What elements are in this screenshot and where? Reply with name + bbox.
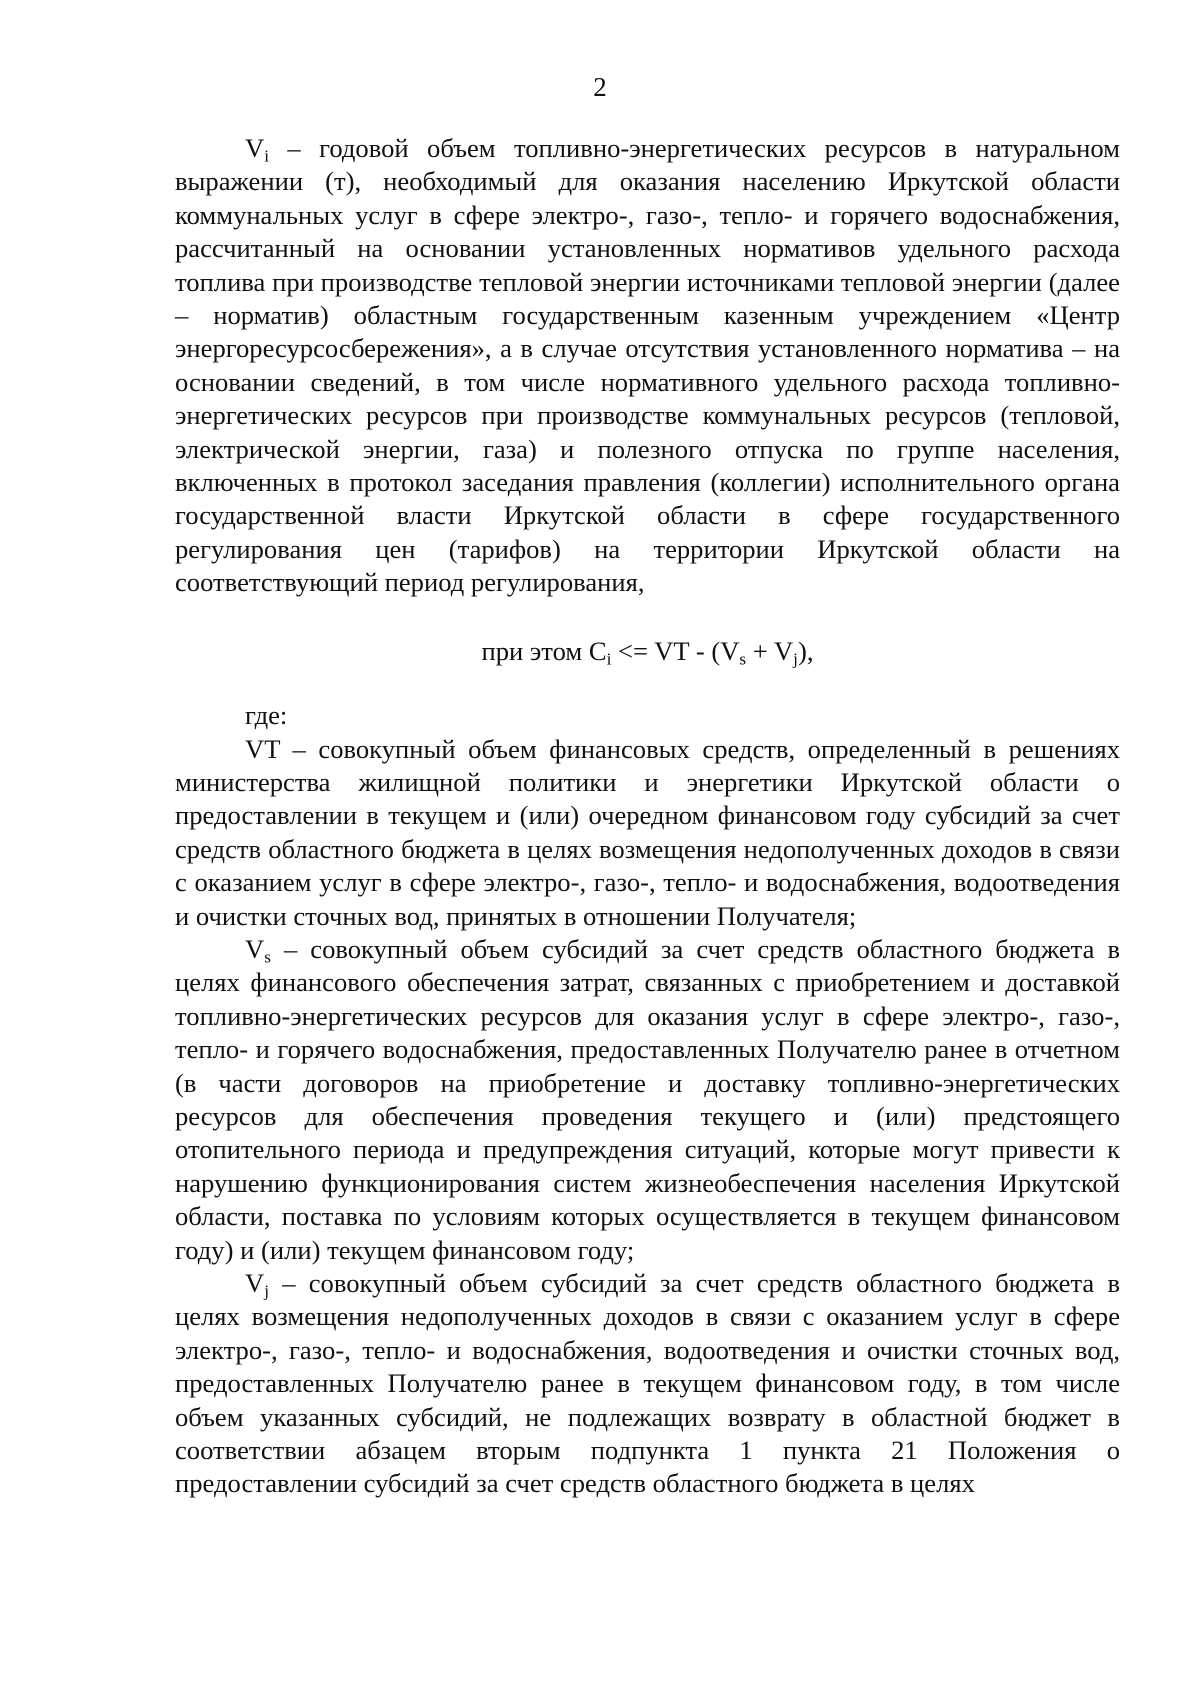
subscript-s: s xyxy=(264,947,271,967)
where-label: где: xyxy=(245,700,288,731)
paragraph-vt-definition: VT – совокупный объем финансовых средств, определенный в решениях министерства жилищной политики и энергетики Иркутской области о предоставлении в текущем и (или) очередном финансовом году субсидий за счет средств областного бюджета в целях возмещения недополученных доходов в связи с оказанием услуг в сфере электро-, газо-, тепло- и водоснабжения, водоотведения и очистки сточных вод, принятых в отношении Получателя; xyxy=(175,733,1120,931)
symbol-v: V xyxy=(245,1268,265,1298)
formula-subscript: s xyxy=(739,649,747,668)
paragraph-vj-definition xyxy=(175,1267,1120,1501)
formula-subscript: j xyxy=(793,649,798,668)
paragraph-text: – годовой объем топливно-энергетических ресурсов в натуральном выражении (т), необходимый для оказания населению Иркутской области коммунальных услуг в сфере электро-, газо-, тепло- и горячего водоснабжения, рассчитанный на основании установленных нормативов удельного расхода топлива при производстве тепловой энергии источниками тепловой энергии (далее – норматив) областным государственным казенным учреждением «Центр энергоресурсосбережения», а в случае отсутствия установленного норматива – на основании сведений, в том числе нормативного удельного расхода топливно-энергетических ресурсов при производстве коммунальных ресурсов (тепловой, электрической энергии, газа) и полезного отпуска по группе населения, включенных в протокол заседания правления (коллегии) исполнительного органа государственной власти Иркутской области в сфере государственного регулирования цен (тарифов) на территории Иркутской области на соответствующий период регулирования, xyxy=(175,133,1120,598)
formula-part: при этом C xyxy=(481,635,607,666)
formula-part: <= VT - (V xyxy=(611,635,740,666)
formula-part: ), xyxy=(797,635,814,666)
formula-part: + V xyxy=(746,635,794,666)
subscript-j: j xyxy=(264,1281,270,1301)
document-body xyxy=(175,132,1120,1501)
subscript-i: i xyxy=(264,146,270,166)
formula-subscript: i xyxy=(606,649,612,668)
symbol-v: V xyxy=(245,133,265,163)
symbol-v: V xyxy=(245,933,265,964)
paragraph-vi-definition xyxy=(175,132,1120,600)
paragraph-text: – совокупный объем субсидий за счет средств областного бюджета в целях возмещения недополученных доходов в связи с оказанием услуг в сфере электро-, газо-, тепло- и водоснабжения, водоотведения и очистки сточных вод, предоставленных Получателю ранее в текущем финансовом году, в том числе объем указанных субсидий, не подлежащих возврату в областной бюджет в соответствии абзацем вторым подпункта 1 пункта 21 Положения о предоставлении субсидий за счет средств областного бюджета в целях xyxy=(175,1268,1120,1499)
formula-line xyxy=(175,635,1120,668)
paragraph-text: – совокупный объем субсидий за счет средств областного бюджета в целях финансового обеспечения затрат, связанных с приобретением и доставкой топливно-энергетических ресурсов для оказания услуг в сфере электро-, газо-, тепло- и горячего водоснабжения, предоставленных Получателю ранее в отчетном (в части договоров на приобретение и доставку топливно-энергетических ресурсов для обеспечения проведения текущего и (или) предстоящего отопительного периода и предупреждения ситуаций, которые могут привести к нарушению функционирования систем жизнеобеспечения населения Иркутской области, поставка по условиям которых осуществляется в текущем финансовом году) и (или) текущем финансовом году; xyxy=(175,933,1120,1265)
page-number: 2 xyxy=(593,72,607,102)
paragraph-vs-definition xyxy=(175,933,1120,1267)
